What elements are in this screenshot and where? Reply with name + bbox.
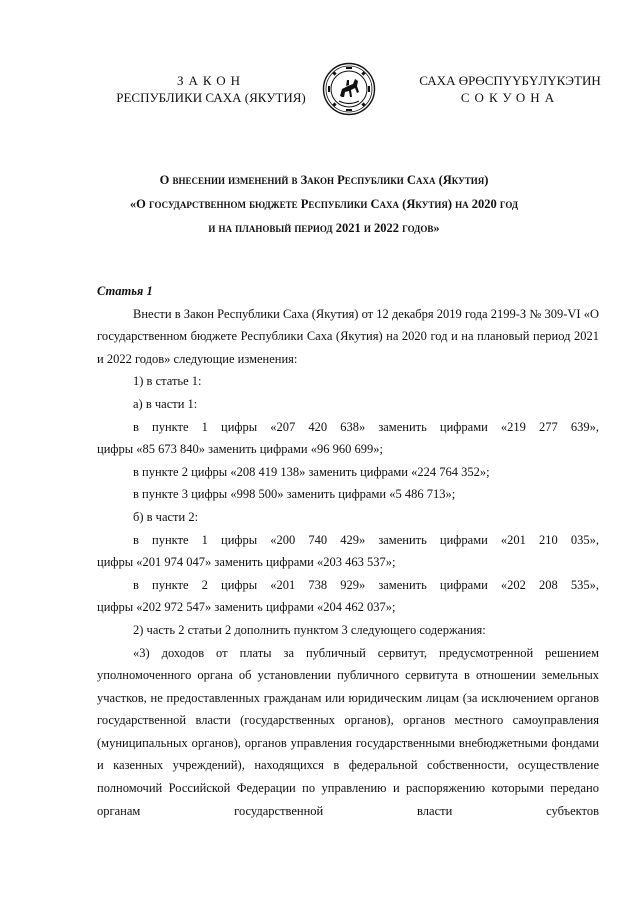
- paragraph-item-2: 2) часть 2 статьи 2 дополнить пунктом 3 следующего содержания:: [133, 622, 486, 637]
- paragraph-point-2b-cont: цифры «202 972 547» заменить цифрами «204 462 037»;: [97, 600, 396, 615]
- paragraph-quote-3: «3) доходов от платы за публичный сервитут, предусмотренной решением уполномоченного органа об установлении публичного сервитута в отношении земельных участков, не предоставленных гражданам или юридическим лицам (за исключением органов государственной власти (государственных органов), органов местного самоуправления (муниципальных органов), органов управления государственными внебюджетными фондами и казенных учреждений), находящихся в федеральной собственности, осуществление полномочий Российской Федерации по управлению и распоряжению которыми передано органам государственной власти субъектов: [97, 645, 599, 818]
- law-title-line1: О внесении изменений в Закон Республики Саха (Якутия): [159, 173, 489, 187]
- header-right: [404, 72, 616, 106]
- coat-of-arms-of-sakha-icon: [322, 62, 376, 116]
- paragraph-point-2b: в пункте 2 цифры «201 738 929» заменить цифрами «202 208 535»,: [133, 577, 599, 592]
- paragraph-item-1: 1) в статье 1:: [133, 374, 202, 389]
- law-body: [97, 280, 599, 822]
- law-title-line2: «О государственном бюджете Республики Саха (Якутия) на 2020 год: [129, 197, 519, 211]
- header-left-line1: ЗАКОН: [176, 73, 246, 88]
- paragraph-point-1b: в пункте 1 цифры «200 740 429» заменить цифрами «201 210 035»,: [133, 532, 599, 547]
- paragraph-sub-a: а) в части 1:: [133, 396, 198, 411]
- paragraph-sub-b: б) в части 2:: [133, 509, 199, 524]
- paragraph-point-3a: в пункте 3 цифры «998 500» заменить цифрами «5 486 713»;: [133, 487, 456, 502]
- header-left: [104, 72, 318, 106]
- law-title-line3: и на плановый период 2021 и 2022 годов»: [208, 221, 440, 235]
- header-right-line1: САХА ӨРӨСПҮҮБҮЛҮКЭТИН: [419, 73, 601, 88]
- header-left-line2: РЕСПУБЛИКИ САХА (ЯКУТИЯ): [116, 90, 306, 105]
- paragraph-intro: Внести в Закон Республики Саха (Якутия) от 12 декабря 2019 года 2199-З № 309-VI «О государственном бюджете Республики Саха (Якутия) на 2020 год и на плановый период 2021 и 2022 годов» следующие изменения:: [97, 306, 599, 366]
- paragraph-point-1b-cont: цифры «201 974 047» заменить цифрами «203 463 537»;: [97, 555, 396, 570]
- paragraph-point-2a: в пункте 2 цифры «208 419 138» заменить цифрами «224 764 352»;: [133, 464, 490, 479]
- header-right-line2: СОКУОНА: [460, 90, 560, 105]
- paragraph-point-1a-cont: цифры «85 673 840» заменить цифрами «96 960 699»;: [97, 442, 383, 457]
- article-heading: Статья 1: [97, 284, 153, 298]
- law-title: [80, 168, 568, 240]
- paragraph-point-1a: в пункте 1 цифры «207 420 638» заменить цифрами «219 277 639»,: [133, 419, 599, 434]
